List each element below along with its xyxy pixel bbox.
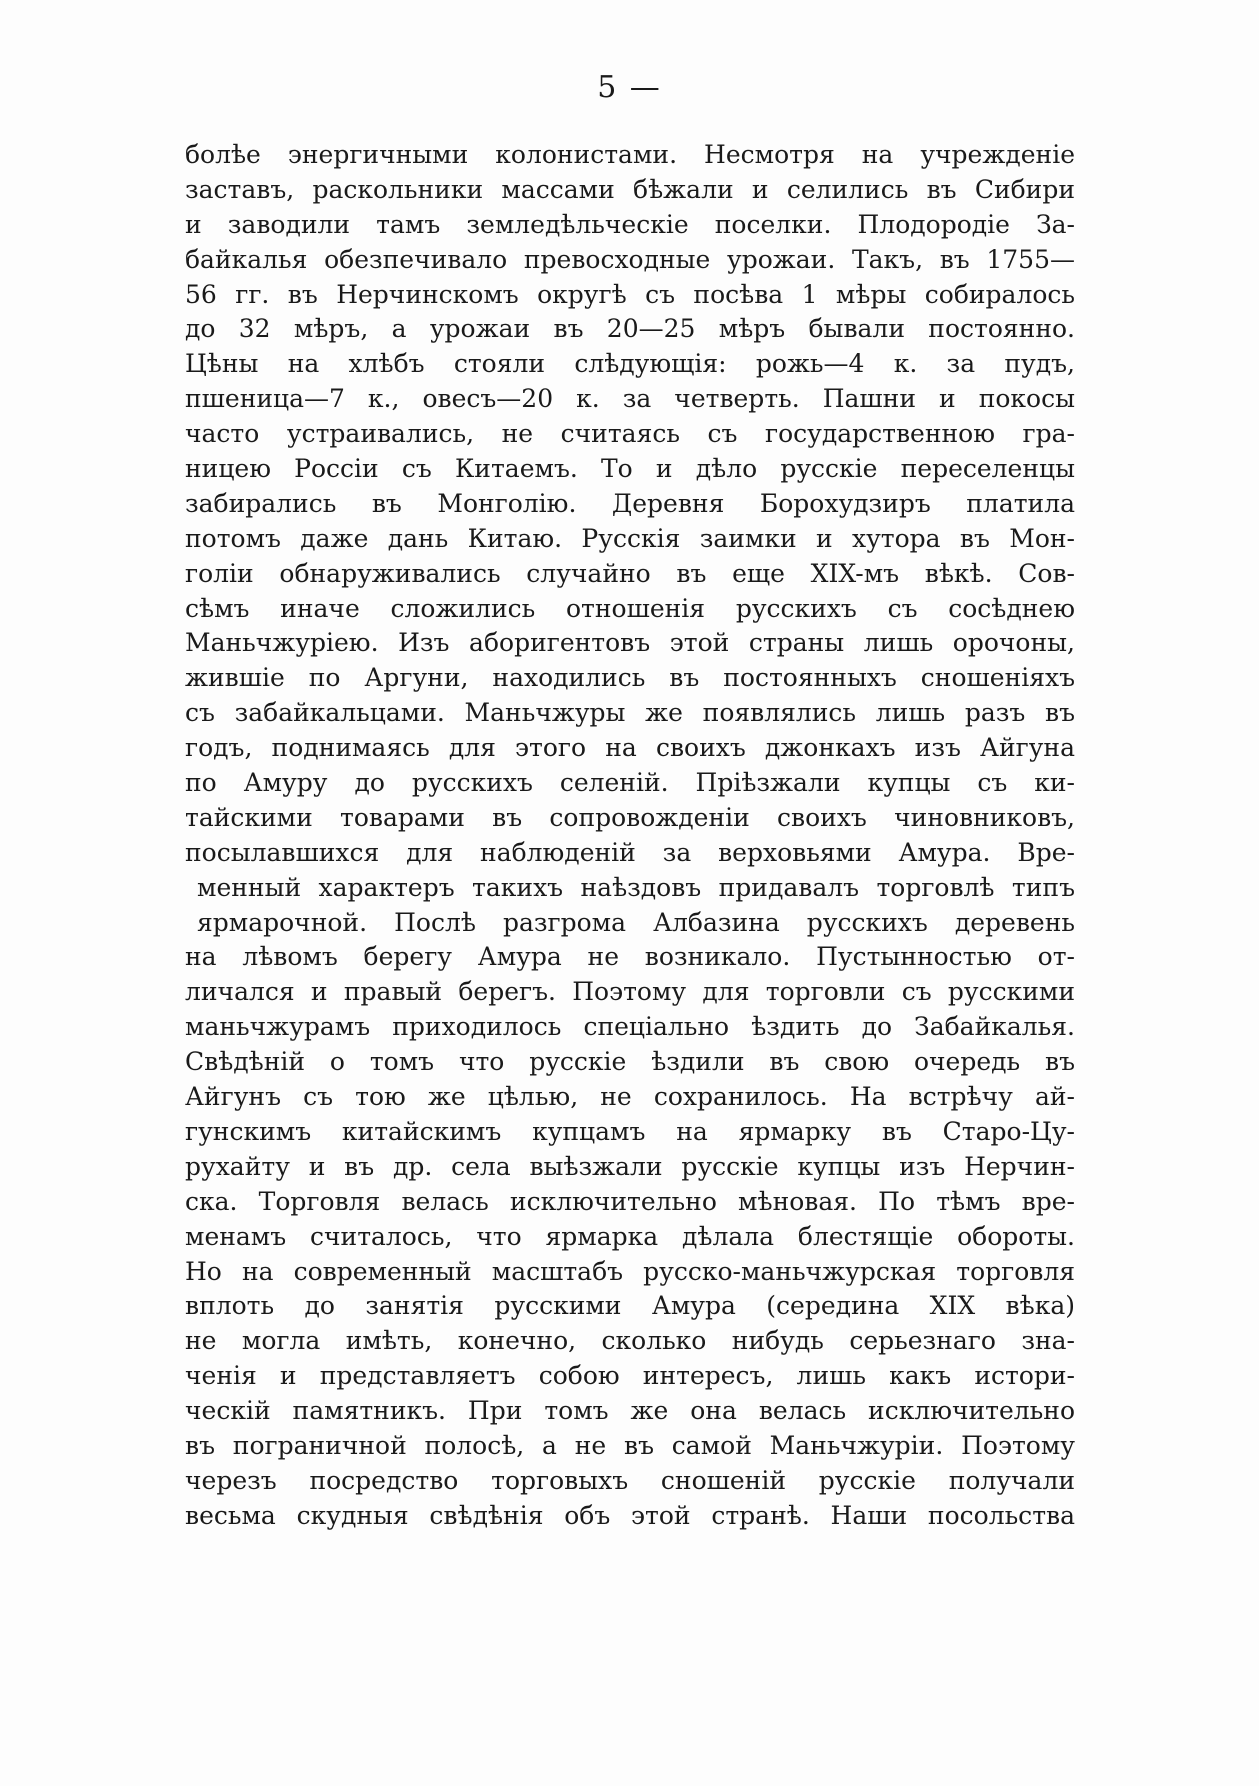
text-line: гунскимъ китайскимъ купцамъ на ярмарку въ Старо-Цу- bbox=[185, 1116, 1075, 1146]
text-line: ческій памятникъ. При томъ же она велась исключительно bbox=[185, 1396, 1075, 1426]
text-line: тайскими товарами въ сопровожденіи своихъ чиновниковъ, bbox=[185, 802, 1075, 832]
text-line: забирались въ Монголію. Деревня Борохудзиръ платила bbox=[185, 488, 1075, 518]
text-line: Айгунъ съ тою же цѣлью, не сохранилось. На встрѣчу ай- bbox=[185, 1082, 1075, 1112]
text-line: жившіе по Аргуни, находились въ постоянныхъ сношеніяхъ bbox=[185, 663, 1075, 693]
text-line: менамъ считалось, что ярмарка дѣлала блестящіе обороты. bbox=[185, 1221, 1075, 1251]
page-number: 5 — bbox=[597, 70, 662, 105]
text-line: годъ, поднимаясь для этого на своихъ джонкахъ изъ Айгуна bbox=[185, 733, 1075, 763]
text-line: голіи обнаруживались случайно въ еще XIX-мъ вѣкѣ. Сов- bbox=[185, 558, 1075, 588]
text-line: до 32 мѣръ, а урожаи въ 20—25 мѣръ бывали постоянно. bbox=[185, 314, 1075, 344]
text-line: пшеница—7 к., овесъ—20 к. за четверть. Пашни и покосы bbox=[185, 384, 1075, 414]
text-line: и заводили тамъ земледѣльческіе поселки. Плодородіе За- bbox=[185, 209, 1075, 239]
text-line: байкалья обезпечивало превосходные урожаи. Такъ, въ 1755— bbox=[185, 244, 1075, 274]
body-text bbox=[185, 138, 1075, 1534]
text-line: маньчжурамъ приходилось спеціально ѣздить до Забайкалья. bbox=[185, 1012, 1075, 1042]
text-line: болѣе энергичными колонистами. Несмотря на учрежденіе bbox=[185, 140, 1075, 169]
text-line: ницею Россіи съ Китаемъ. То и дѣло русскіе переселенцы bbox=[185, 454, 1075, 484]
text-line: черезъ посредство торговыхъ сношеній русскіе получали bbox=[185, 1465, 1075, 1495]
text-line: не могла имѣть, конечно, сколько нибудь серьезнаго зна- bbox=[185, 1326, 1075, 1356]
text-line: менный характеръ такихъ наѣздовъ придавалъ торговлѣ типъ bbox=[197, 872, 1075, 902]
text-line: Цѣны на хлѣбъ стояли слѣдующія: рожь—4 к. за пудъ, bbox=[185, 349, 1075, 379]
text-line: Маньчжуріею. Изъ аборигентовъ этой страны лишь орочоны, bbox=[185, 628, 1075, 658]
text-line: заставъ, раскольники массами бѣжали и селились въ Сибири bbox=[185, 174, 1075, 204]
text-line: съ забайкальцами. Маньчжуры же появлялись лишь разъ въ bbox=[185, 698, 1075, 728]
text-line: 56 гг. въ Нерчинскомъ округѣ съ посѣва 1 мѣры собиралось bbox=[185, 279, 1075, 309]
text-line: ска. Торговля велась исключительно мѣновая. По тѣмъ вре- bbox=[185, 1186, 1075, 1216]
text-line: личался и правый берегъ. Поэтому для торговли съ русскими bbox=[185, 977, 1075, 1007]
text-line: Свѣдѣній о томъ что русскіе ѣздили въ свою очередь въ bbox=[185, 1047, 1075, 1077]
text-line: ченія и представляетъ собою интересъ, лишь какъ истори- bbox=[185, 1361, 1075, 1391]
text-line: на лѣвомъ берегу Амура не возникало. Пустынностью от- bbox=[185, 942, 1075, 972]
text-line: Но на современный масштабъ русско-маньчжурская торговля bbox=[185, 1256, 1075, 1286]
text-line: посылавшихся для наблюденій за верховьями Амура. Вре- bbox=[185, 837, 1075, 867]
text-line: сѣмъ иначе сложились отношенія русскихъ съ сосѣднею bbox=[185, 593, 1075, 623]
text-line: рухайту и въ др. села выѣзжали русскіе купцы изъ Нерчин- bbox=[185, 1151, 1075, 1181]
text-line: въ пограничной полосѣ, а не въ самой Маньчжуріи. Поэтому bbox=[185, 1430, 1075, 1460]
text-line: потомъ даже дань Китаю. Русскія заимки и хутора въ Мон- bbox=[185, 523, 1075, 553]
text-line: по Амуру до русскихъ селеній. Пріѣзжали купцы съ ки- bbox=[185, 768, 1075, 798]
text-line: часто устраивались, не считаясь съ государственною гра- bbox=[185, 419, 1075, 449]
text-line: весьма скудныя свѣдѣнія объ этой странѣ. Наши посольства bbox=[185, 1500, 1075, 1530]
text-line: вплоть до занятія русскими Амура (середина XIX вѣка) bbox=[185, 1291, 1075, 1321]
text-line: ярмарочной. Послѣ разгрома Албазина русскихъ деревень bbox=[197, 907, 1075, 937]
